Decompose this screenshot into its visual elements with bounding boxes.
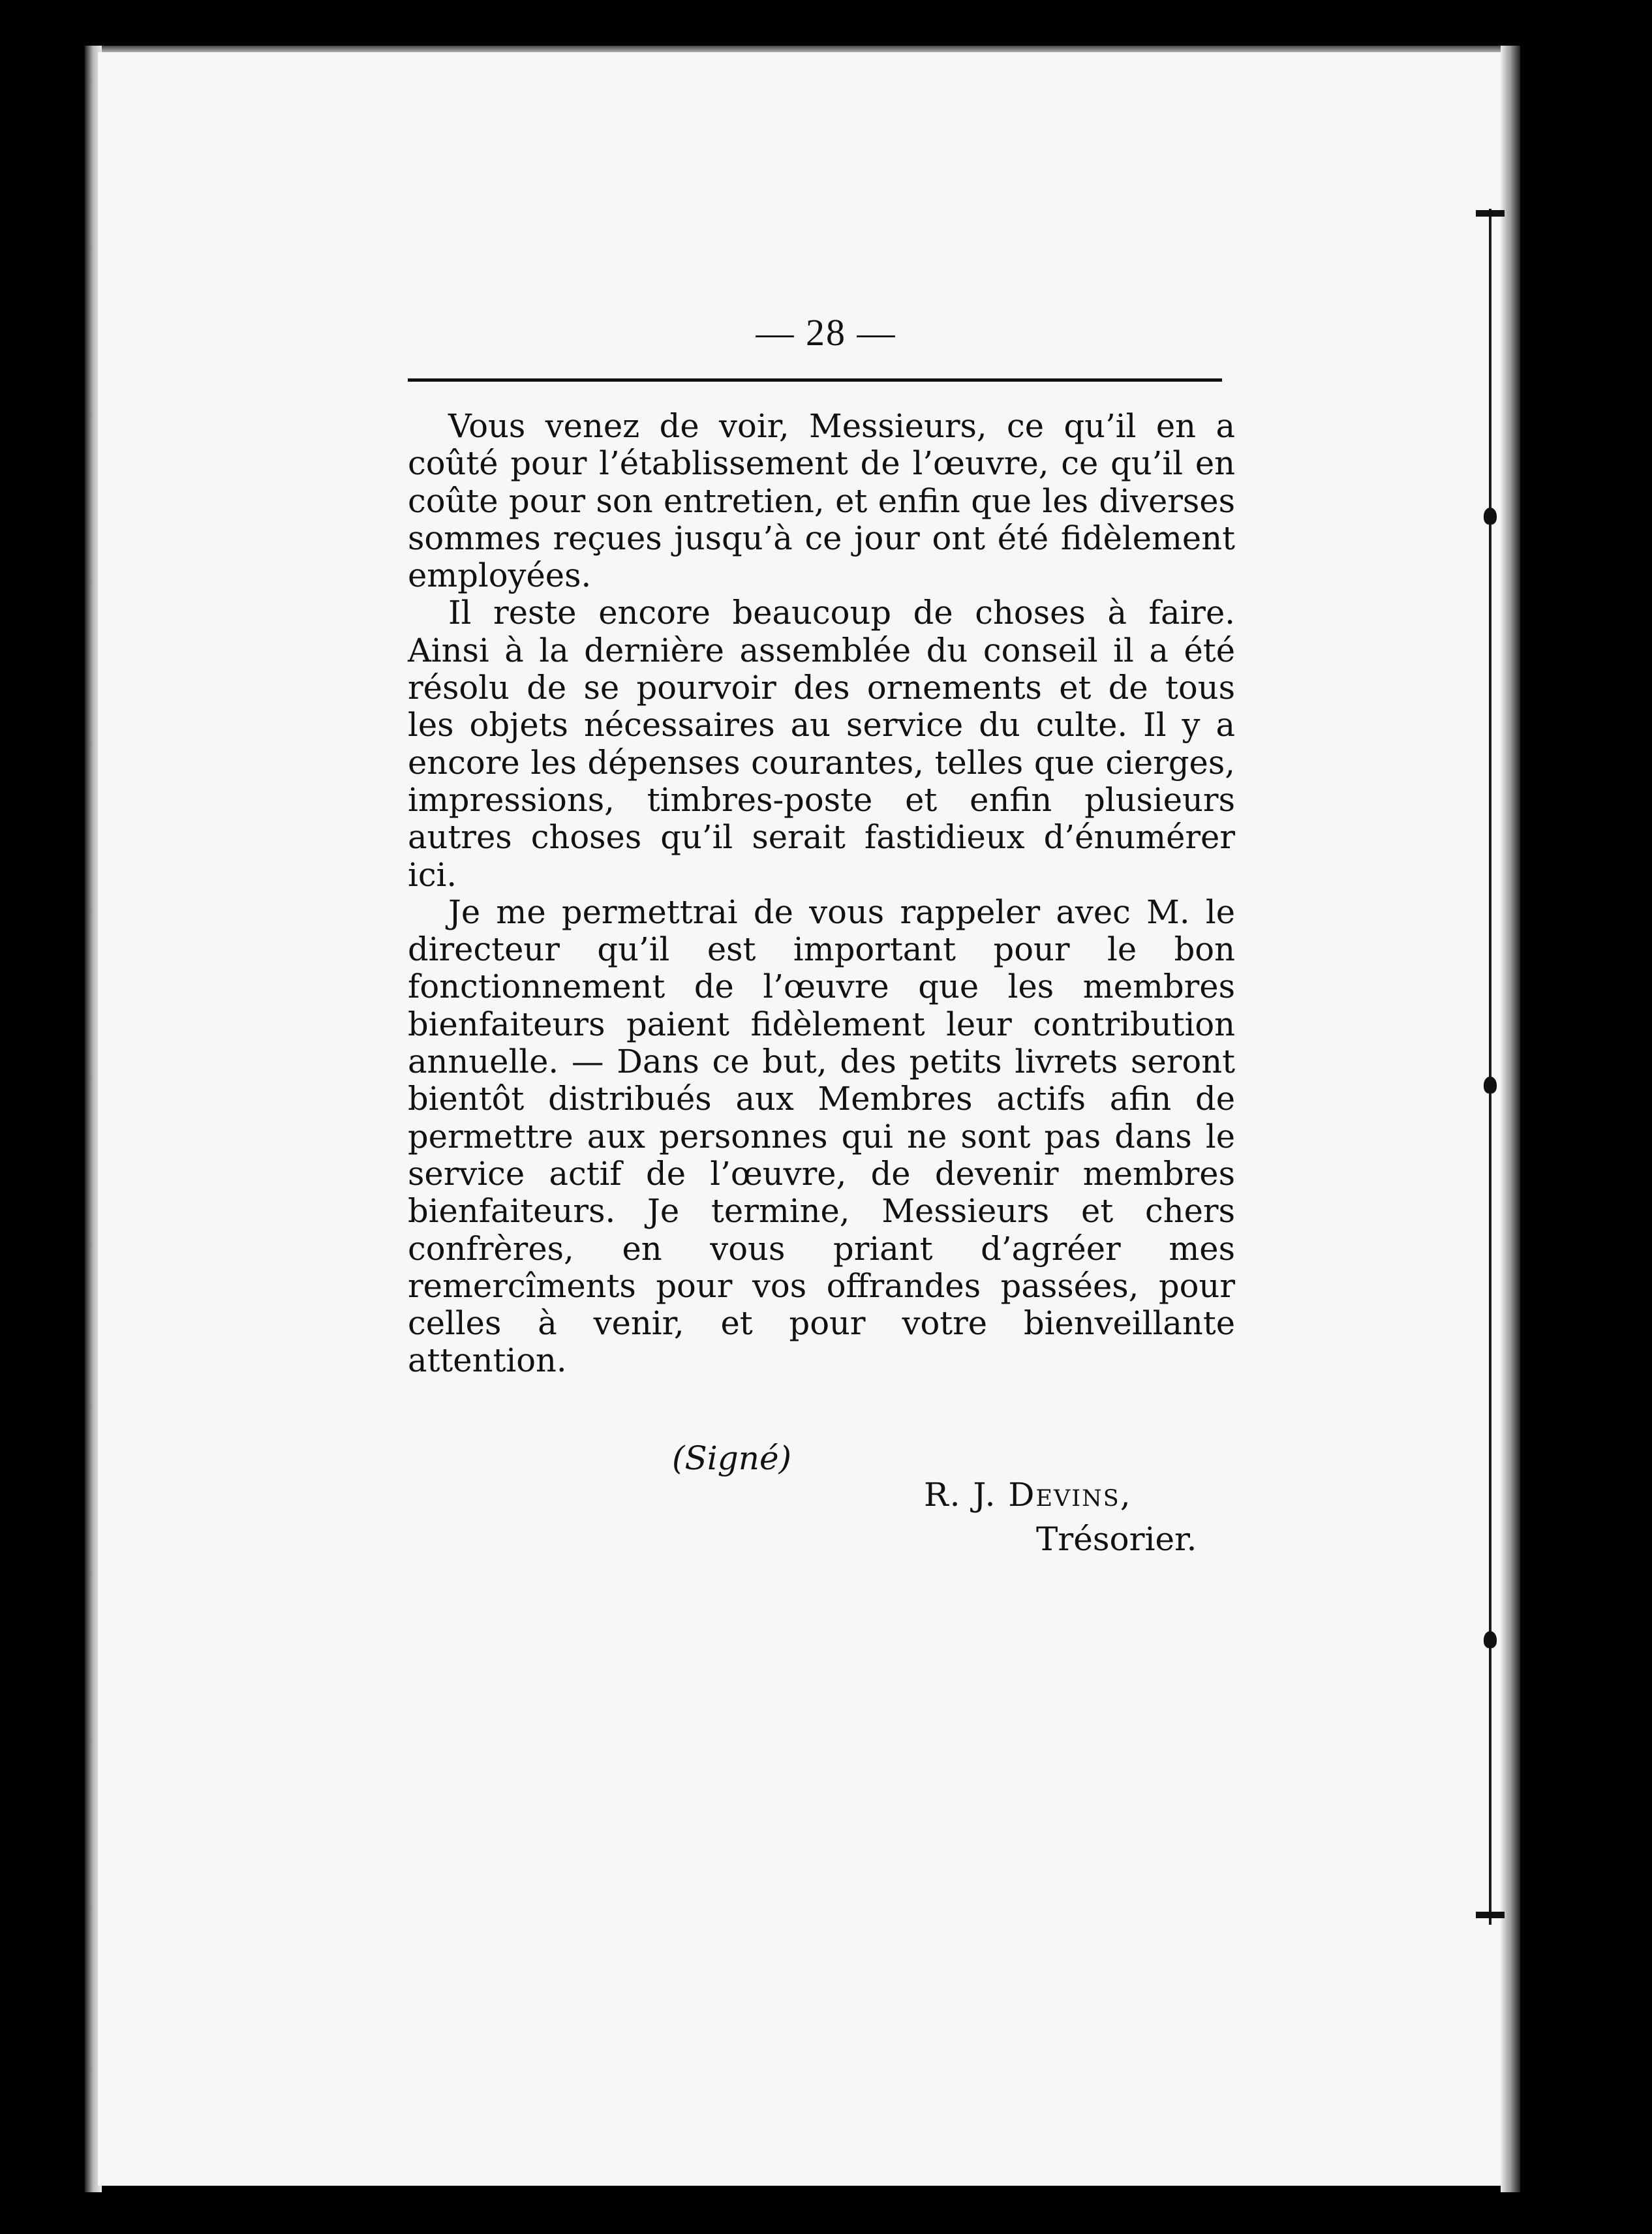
paragraph-2: Il reste encore beaucoup de choses à faire. Ainsi à la dernière assemblée du conseil il a été résolu de se pourvoir des ornements et de tous les objets nécessaires au service du culte. Il y a encore les dépenses courantes, telles que cierges, impressions, timbres-poste et enfin plusieurs autres choses qu’il serait fastidieux d’énumérer ici. — [408, 594, 1235, 894]
page-number: — 28 — — [756, 311, 896, 354]
signer-title: Trésorier. — [1036, 1520, 1197, 1558]
paragraph-3: Je me permettrai de vous rappeler avec M. le directeur qu’il est important pour le bon fonctionnement de l’œuvre que les membres bienfaiteurs paient fidèlement leur contribution annuelle. — Dans ce but, des petits livrets seront bientôt distribués aux Membres actifs afin de permettre aux personnes qui ne sont pas dans le service actif de l’œuvre, de devenir membres bienfaiteurs. Je termine, Messieurs et chers confrères, en vous priant d’agréer mes remercîments pour vos offrandes passées, pour celles à venir, et pour votre bienveillante attention. — [408, 893, 1235, 1380]
signed-label: (Signé) — [672, 1439, 792, 1477]
paragraph-1: Vous venez de voir, Messieurs, ce qu’il en a coûté pour l’établissement de l’œuvre, ce qu’il en coûte pour son entretien, et enfin que les diverses sommes reçues jusqu’à ce jour ont été fidèlement employées. — [408, 407, 1235, 595]
signer-name: R. J. Devins, — [924, 1476, 1132, 1514]
